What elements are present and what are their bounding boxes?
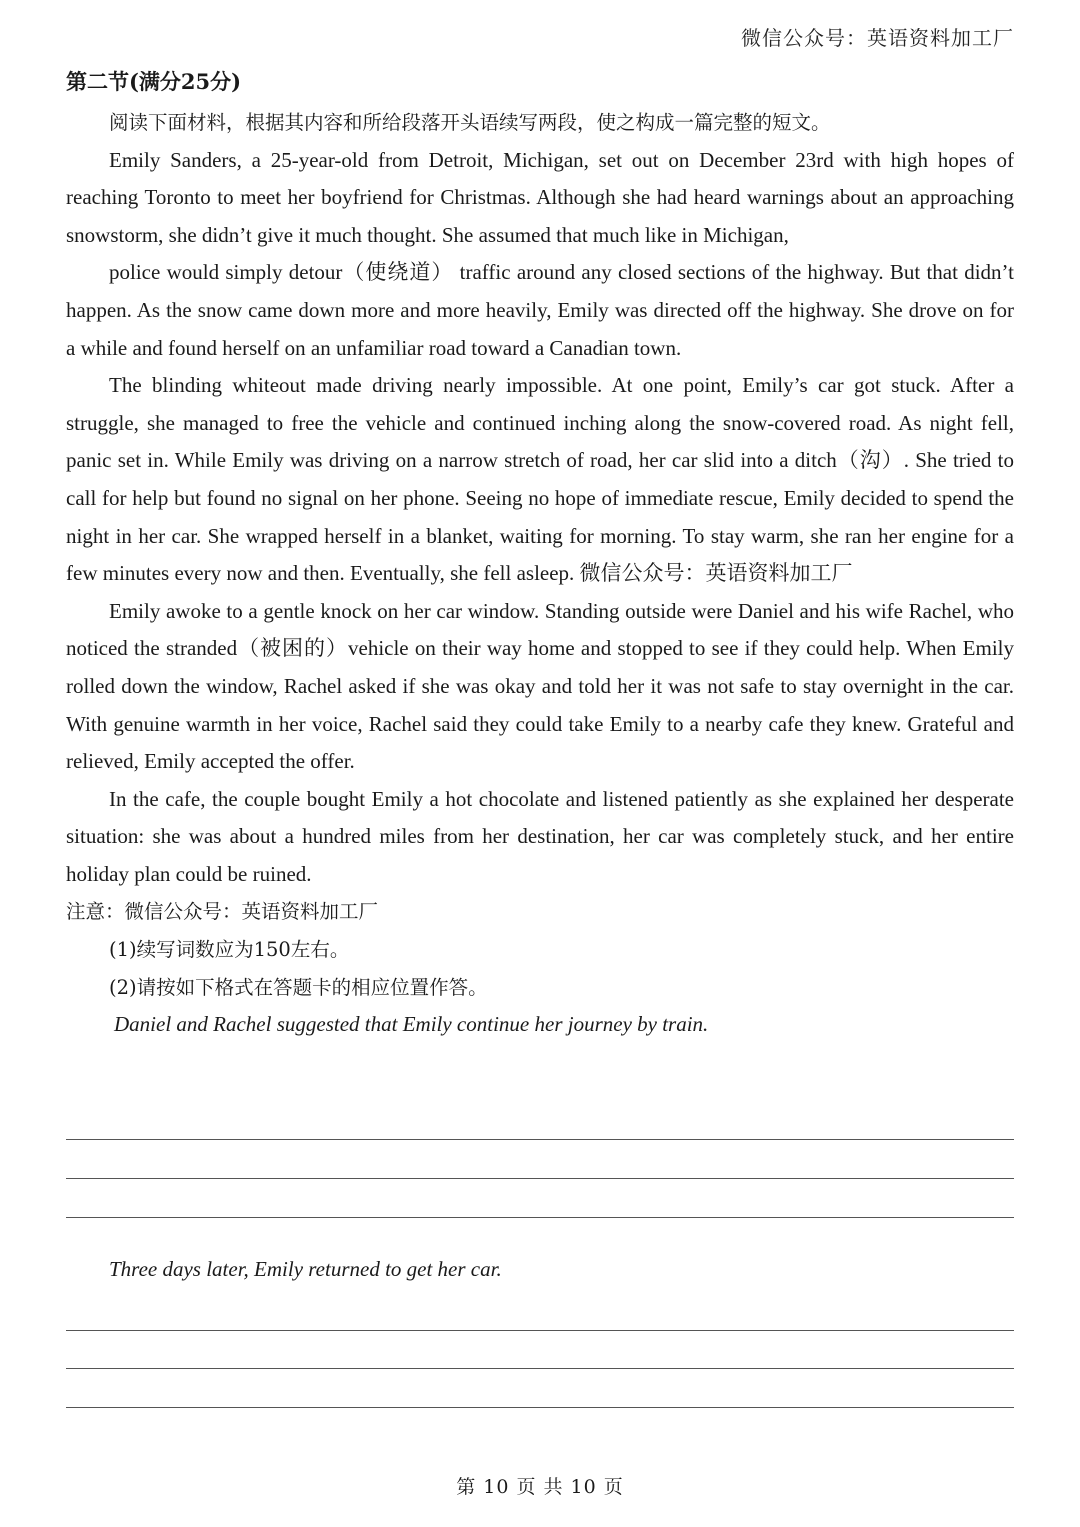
notes-label: 注意：微信公众号：英语资料加工厂 bbox=[66, 900, 379, 924]
starter-2-block bbox=[66, 1251, 1014, 1289]
answer-line bbox=[66, 1139, 1014, 1140]
answer-line bbox=[66, 1178, 1014, 1179]
answer-line bbox=[66, 1368, 1014, 1369]
paragraph-3: The blinding whiteout made driving nearly impossible. At one point, Emily’s car got stuck. After a struggle, she managed to free the vehicle and continued inching along the snow-covered road. As night fell, panic set in. While Emily was driving on a narrow stretch of road, her car slid into a ditch（沟）. She tried to call for help but found no signal on her phone. Seeing no hope of immediate rescue, Emily decided to spend the night in her car. She wrapped herself in a blanket, waiting for morning. To stay warm, she ran her engine for a few minutes every now and then. Eventually, she fell asleep. 微信公众号：英语资料加工厂 bbox=[66, 373, 1014, 586]
paragraph-4: Emily awoke to a gentle knock on her car window. Standing outside were Daniel and his wife Rachel, who noticed the stranded（被困的）vehicle on their way home and stopped to see if they could help. When Emily rolled down the window, Rachel asked if she was okay and told her it was not safe to stay overnight in the car. With genuine warmth in her voice, Rachel said they could take Emily to a nearby cafe they knew. Grateful and relieved, Emily accepted the offer. bbox=[66, 598, 1014, 774]
answer-line bbox=[66, 1407, 1014, 1408]
answer-line bbox=[66, 1330, 1014, 1331]
note-item-2: (2)请按如下格式在答题卡的相应位置作答。 bbox=[109, 975, 488, 999]
note-item-1: (1)续写词数应为150左右。 bbox=[109, 938, 350, 962]
starter-2: Three days later, Emily returned to get her car. bbox=[109, 1257, 502, 1281]
paragraph-1: Emily Sanders, a 25-year-old from Detroit, Michigan, set out on December 23rd with high hopes of reaching Toronto to meet her boyfriend for Christmas. Although she had heard warnings about an approaching snowstorm, she didn’t give it much thought. She assumed that much like in Michigan, bbox=[66, 147, 1014, 247]
instruction: 阅读下面材料，根据其内容和所给段落开头语续写两段，使之构成一篇完整的短文。 bbox=[109, 111, 831, 134]
content bbox=[66, 104, 1014, 1044]
header-watermark: 微信公众号：英语资料加工厂 bbox=[741, 26, 1014, 50]
section-title: 第二节(满分25分) bbox=[66, 69, 242, 94]
answer-line bbox=[66, 1217, 1014, 1218]
paragraph-2: police would simply detour（使绕道） traffic around any closed sections of the highway. But that didn’t happen. As the snow came down more and more heavily, Emily was directed off the highway. She drove on for a while and found herself on an unfamiliar road toward a Canadian town. bbox=[66, 260, 1014, 360]
starter-1: Daniel and Rachel suggested that Emily continue her journey by train. bbox=[114, 1012, 709, 1037]
paragraph-5: In the cafe, the couple bought Emily a hot chocolate and listened patiently as she explained her desperate situation: she was about a hundred miles from her destination, her car was completely stuck, and her entire holiday plan could be ruined. bbox=[66, 786, 1014, 886]
page-number: 第 10 页 共 10 页 bbox=[456, 1476, 624, 1498]
